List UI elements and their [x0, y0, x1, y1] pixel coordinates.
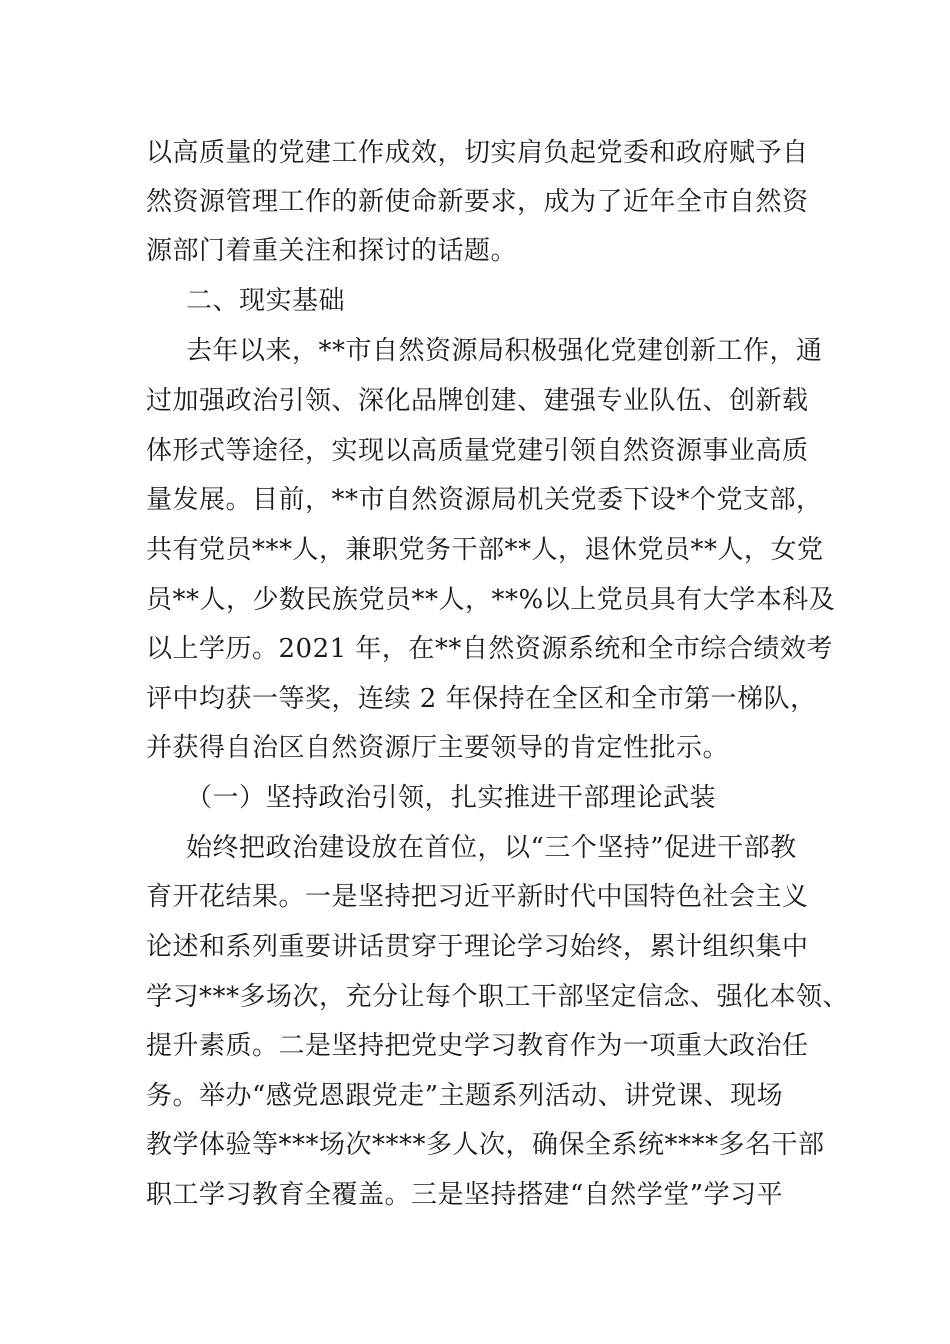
text-line: 源部门着重关注和探讨的话题。 [146, 236, 518, 266]
text-line: 并获得自治区自然资源厅主要领导的肯定性批示。 [146, 733, 730, 763]
section-heading: 二、现实基础 [186, 286, 346, 316]
text-line: 始终把政治建设放在首位，以“三个坚持”促进干部教 [186, 833, 797, 863]
text-line: 提升素质。二是坚持把党史学习教育作为一项重大政治任 [146, 1031, 809, 1061]
text-line: 务。举办“感党恩跟党走”主题系列活动、讲党课、现场 [146, 1081, 784, 1111]
text-line: 以上学历。2021 年，在**自然资源系统和全市综合绩效考 [146, 634, 833, 664]
text-line: 育开花结果。一是坚持把习近平新时代中国特色社会主义 [146, 882, 809, 912]
text-line: 体形式等途径，实现以高质量党建引领自然资源事业高质 [146, 436, 809, 466]
text-line: 评中均获一等奖，连续 2 年保持在全区和全市第一梯队， [146, 684, 817, 714]
text-line: 学习***多场次，充分让每个职工干部坚定信念、强化本领、 [146, 982, 850, 1012]
text-line: 员**人，少数民族党员**人，**%以上党员具有大学本科及 [146, 585, 836, 615]
text-line: 去年以来，**市自然资源局积极强化党建创新工作，通 [186, 336, 823, 366]
text-line: 共有党员***人，兼职党务干部**人，退休党员**人，女党 [146, 535, 824, 565]
text-line: 然资源管理工作的新使命新要求，成为了近年全市自然资 [146, 187, 809, 217]
text-line: 过加强政治引领、深化品牌创建、建强专业队伍、创新载 [146, 386, 809, 416]
text-line: 量发展。目前，**市自然资源局机关党委下设*个党支部， [146, 485, 823, 515]
text-line: 职工学习教育全覆盖。三是坚持搭建“自然学堂”学习平 [146, 1180, 784, 1210]
text-line: 以高质量的党建工作成效，切实肩负起党委和政府赋予自 [146, 138, 809, 168]
text-line: 论述和系列重要讲话贯穿于理论学习始终，累计组织集中 [146, 932, 809, 962]
text-line: 教学体验等***场次****多人次，确保全系统****多名干部 [146, 1130, 825, 1160]
subsection-heading: （一）坚持政治引领，扎实推进干部理论武装 [186, 783, 717, 813]
